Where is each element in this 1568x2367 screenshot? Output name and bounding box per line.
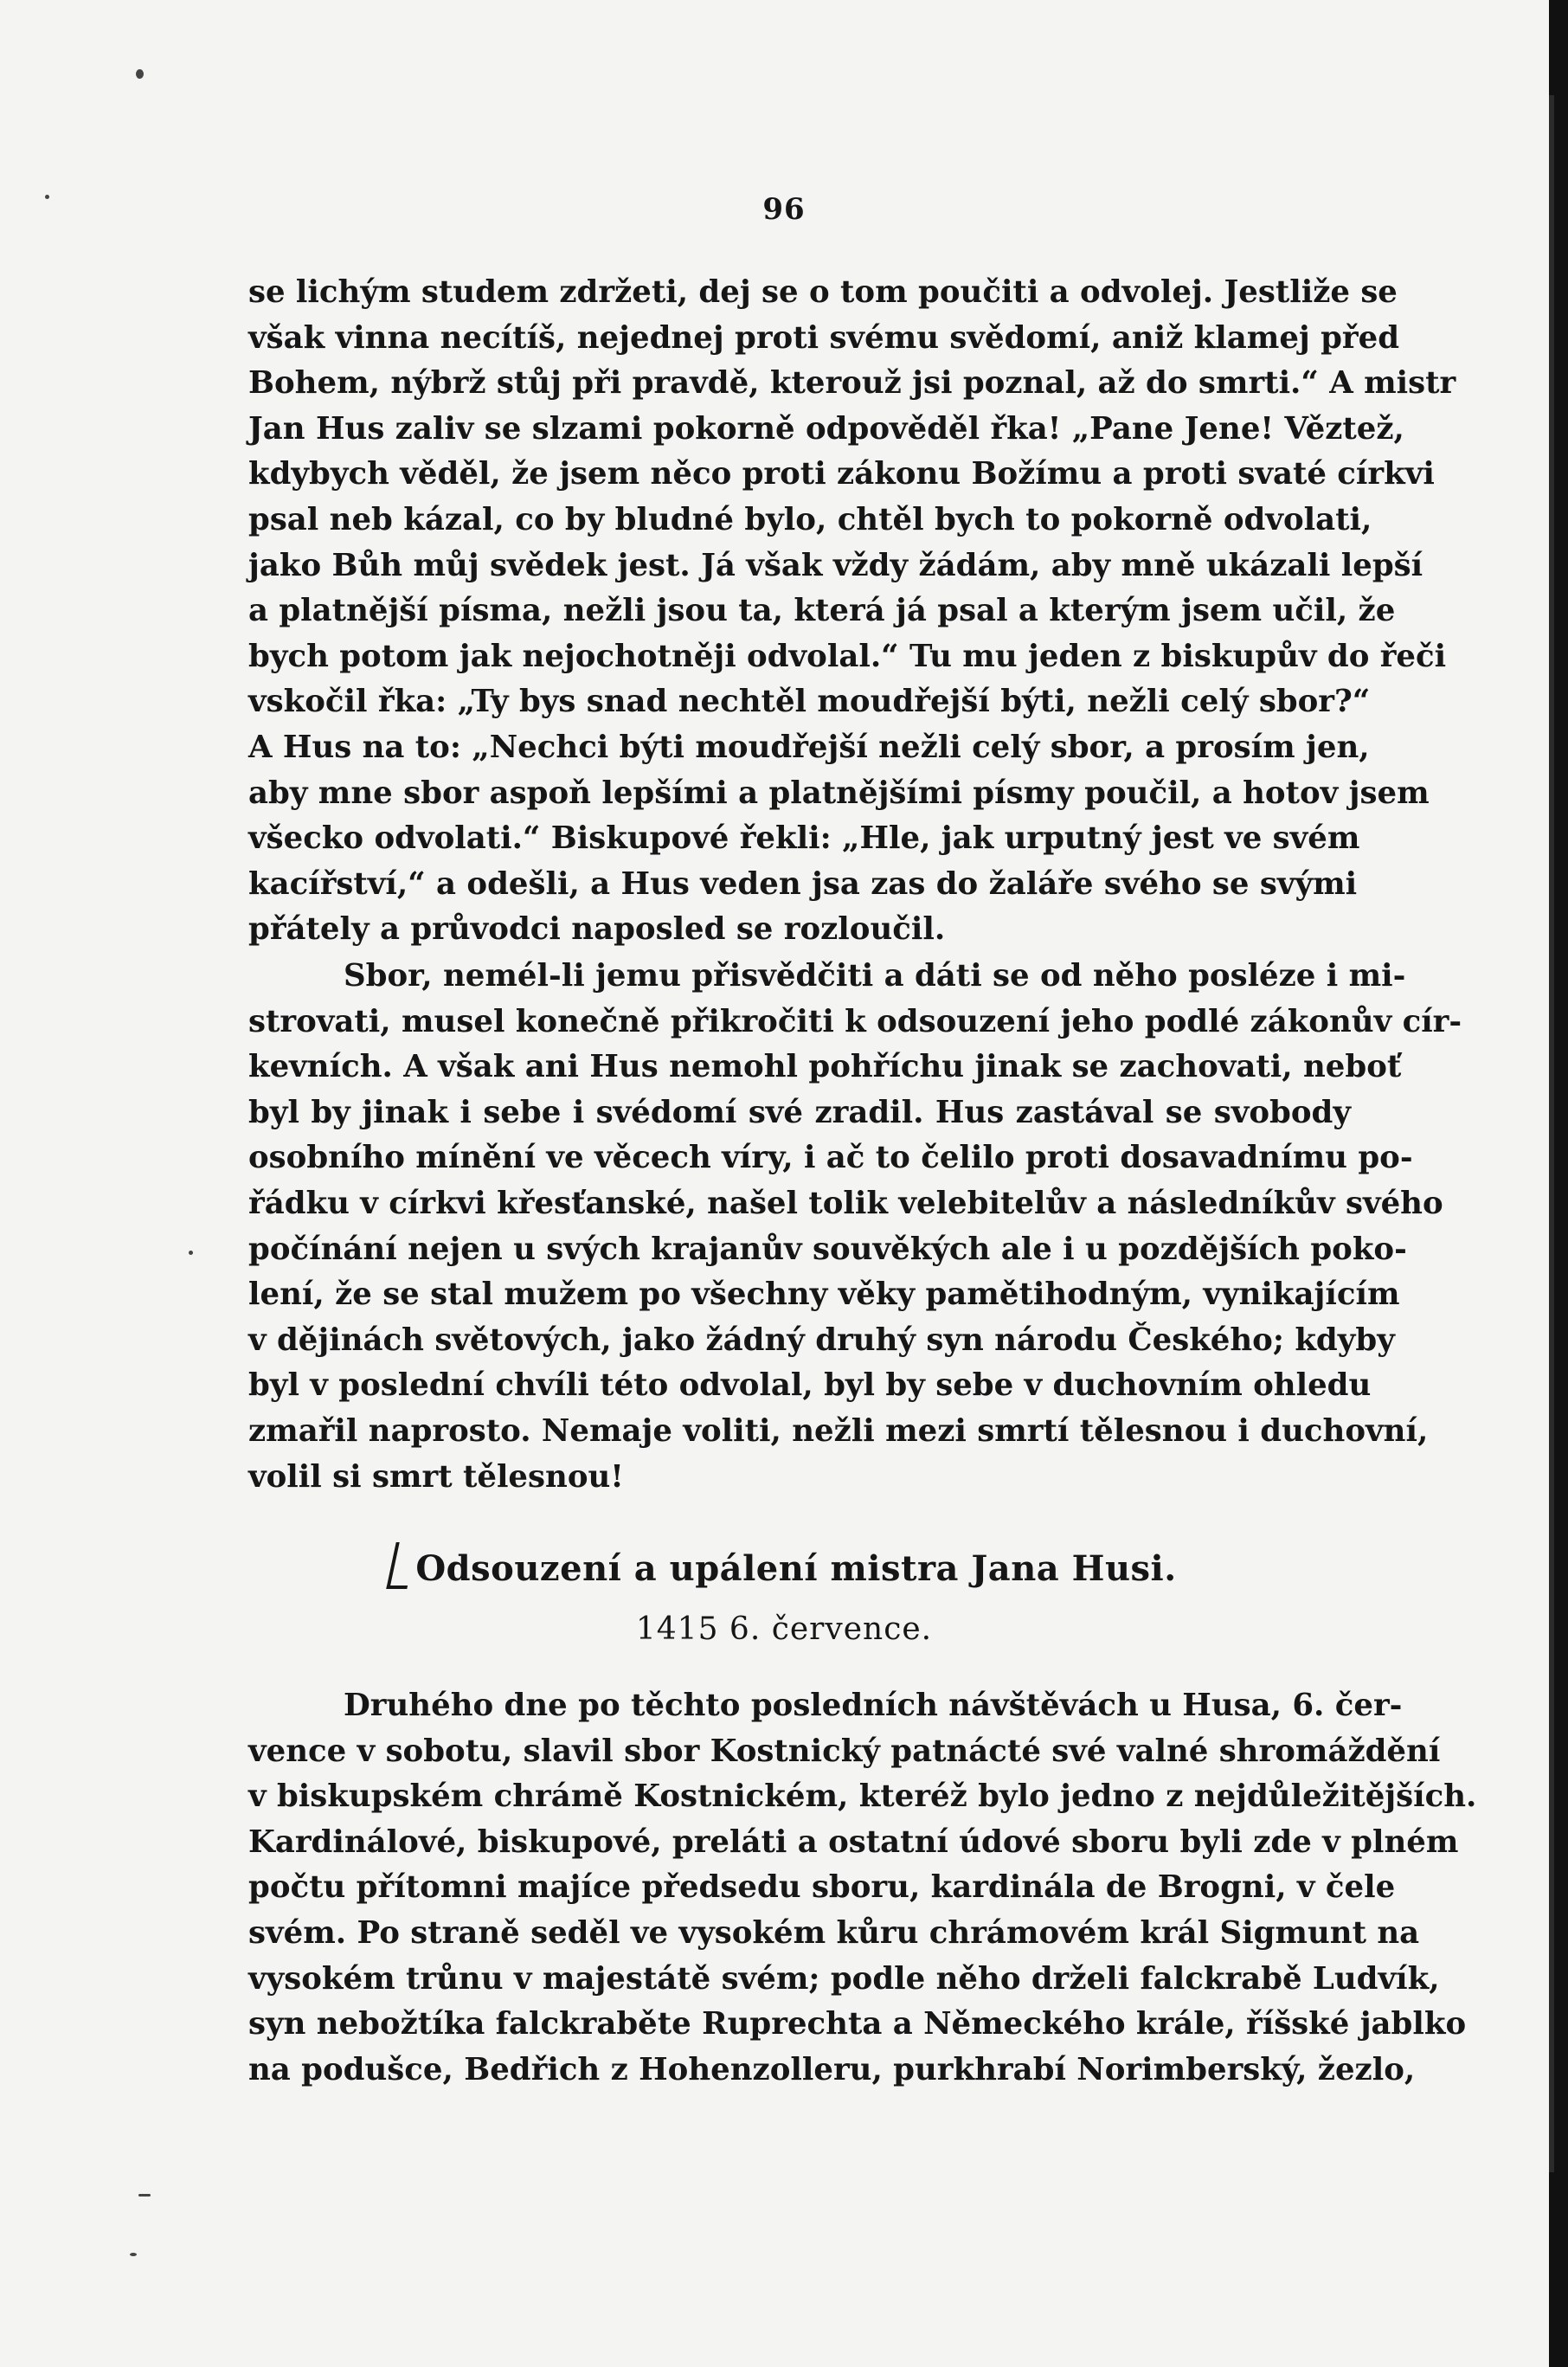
scan-speck [130,2253,137,2256]
text-line: psal neb kázal, co by bludné bylo, chtěl bych to pokorně odvolati, [248,501,1372,537]
text-line: kevních. A však ani Hus nemohl pohříchu jinak se zachovati, neboť [248,1049,1402,1085]
text-line: Druhého dne po těchto posledních návštěvách u Husa, 6. čer- [344,1688,1403,1723]
text-line: Bohem, nýbrž stůj při pravdě, kterouž jsi poznal, až do smrti.“ A mistr [248,365,1456,402]
text-line: všecko odvolati.“ Biskupové řekli: „Hle, jak urputný jest ve svém [248,820,1360,857]
section-date: 1415 6. července. [635,1611,933,1647]
text-line: počínání nejen u svých krajanův souvěkých ale i u pozdějších poko- [248,1231,1407,1267]
text-line: vskočil řka: „Ty bys snad nechtěl moudřejší býti, nežli celý sbor?“ [248,684,1371,720]
text-line: vysokém trůnu v majestátě svém; podle něho drželi falckrabě Ludvík, [248,1960,1440,1997]
text-line: řádku v církvi křesťanské, našel tolik velebitelův a následníkův svého [248,1185,1443,1221]
paragraph [248,954,1462,1500]
text-line: přátely a průvodci naposled se rozloučil. [248,911,946,948]
text-line: volil si smrt tělesnou! [248,1458,624,1495]
text-line: v biskupském chrámě Kostnickém, kteréž bylo jedno z nejdůležitějších. [248,1778,1477,1815]
text-line: osobního mínění ve věcech víry, i ač to čelilo proti dosavadnímu po- [248,1140,1413,1176]
text-line: A Hus na to: „Nechci býti moudřejší nežli celý sbor, a prosím jen, [248,729,1370,765]
text-line: svém. Po straně seděl ve vysokém kůru chrámovém král Sigmunt na [248,1914,1420,1951]
section-heading [0,1542,1568,1589]
text-line: Sbor, nemél-li jemu přisvědčiti a dáti se od něho posléze i mi- [344,958,1406,994]
text-line: vence v sobotu, slavil sbor Kostnický patnácté své valné shromáždění [248,1733,1441,1769]
text-line: se lichým studem zdržeti, dej se o tom poučiti a odvolej. Jestliže se [248,274,1398,310]
text-line: Kardinálové, biskupové, preláti a ostatní údové sboru byli zde v plném [248,1823,1459,1860]
text-line: byl v poslední chvíli této odvolal, byl by sebe v duchovním ohledu [248,1367,1372,1404]
text-line: byl by jinak i sebe i svédomí své zradil. Hus zastával se svobody [248,1094,1351,1130]
page-number: 96 [762,192,806,227]
scan-speck [136,69,144,79]
scan-speck [189,1251,193,1255]
paragraph [248,270,1456,953]
text-line: kacířství,“ a odešli, a Hus veden jsa zas do žaláře svého se svými [248,865,1358,902]
section-heading-text: Odsouzení a upálení mistra Jana Husi. [415,1548,1177,1589]
text-line: strovati, musel konečně přikročiti k odsouzení jeho podlé zákonův cír- [248,1003,1462,1039]
heading-bracket-mark [387,1542,417,1589]
text-line: syn nebožtíka falckraběte Ruprechta a Německého krále, říšské jablko [248,2006,1467,2042]
text-line: kdybych věděl, že jsem něco proti zákonu Božímu a proti svaté církvi [248,456,1435,492]
text-line: bych potom jak nejochotněji odvolal.“ Tu mu jeden z biskupův do řeči [248,638,1447,674]
text-line: počtu přítomni majíce předsedu sboru, kardinála de Brogni, v čele [248,1869,1396,1906]
scan-speck [138,2194,151,2197]
text-line: lení, že se stal mužem po všechny věky pamětihodným, vynikajícím [248,1277,1400,1313]
text-line: a platnější písma, nežli jsou ta, která já psal a kterým jsem učil, že [248,593,1396,629]
text-line: však vinna necítíš, nejednej proti svému svědomí, aniž klamej před [248,319,1400,356]
text-line: zmařil naprosto. Nemaje voliti, nežli mezi smrtí tělesnou i duchovní, [248,1412,1429,1449]
text-line: na podušce, Bedřich z Hohenzolleru, purkhrabí Norimberský, žezlo, [248,2051,1416,2087]
text-line: aby mne sbor aspoň lepšími a platnějšími písmy poučil, a hotov jsem [248,775,1430,811]
text-line: Jan Hus zaliv se slzami pokorně odpověděl řka! „Pane Jene! Věztež, [248,410,1404,447]
paragraph [248,1683,1477,2093]
text-line: v dějinách světových, jako žádný druhý syn národu Českého; kdyby [248,1322,1395,1358]
scan-edge-shadow [1549,95,1554,2172]
scan-edge [1549,0,1568,2367]
text-line: jako Bůh můj svědek jest. Já však vždy žádám, aby mně ukázali lepší [248,547,1423,583]
